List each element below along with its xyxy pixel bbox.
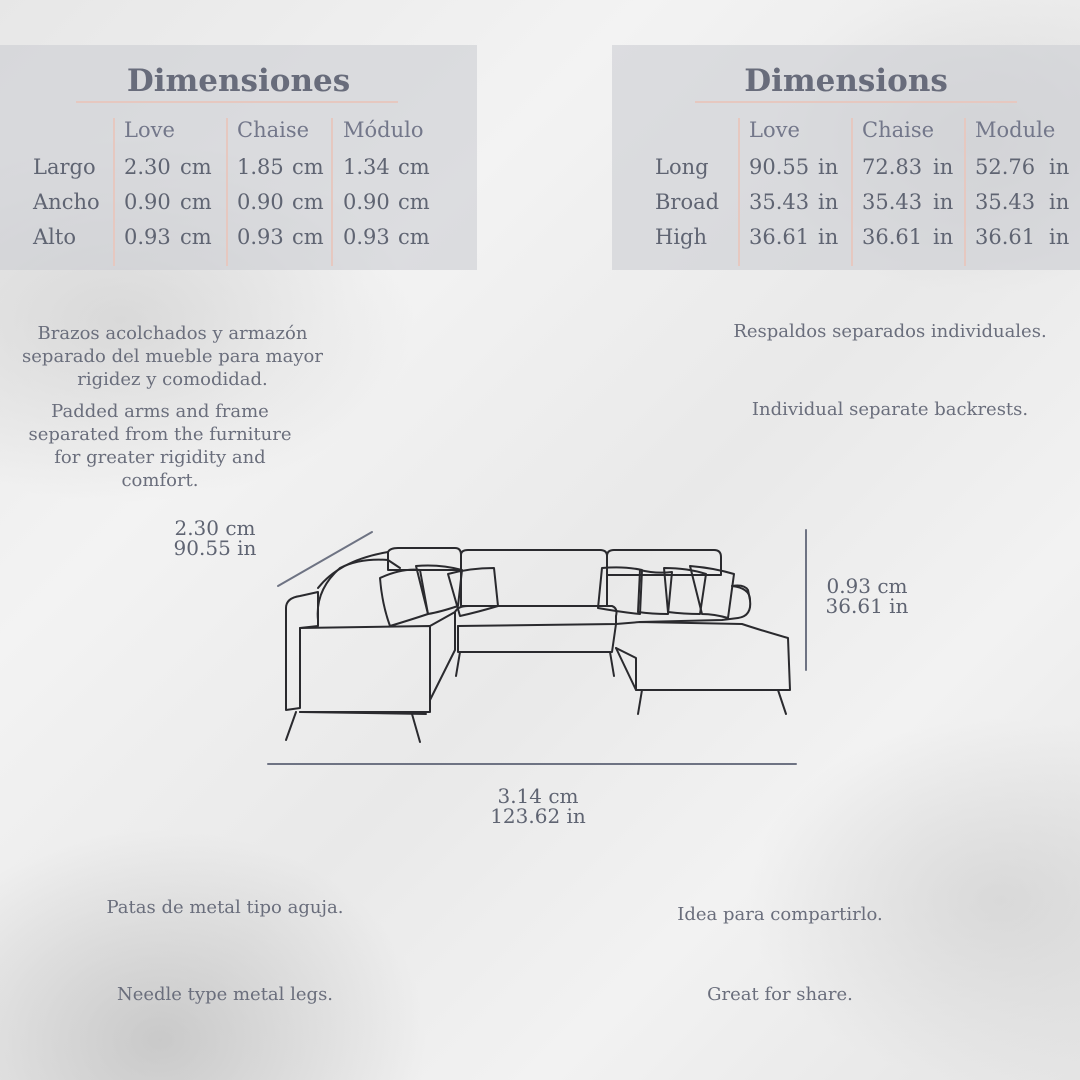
- cell-unit: cm: [180, 190, 212, 214]
- cell-unit: cm: [180, 155, 212, 179]
- cell-unit: in: [933, 190, 954, 214]
- cell-value: 1.85: [237, 155, 284, 179]
- sofa-outline: [286, 548, 790, 742]
- feature-share-en: Great for share.: [707, 984, 853, 1005]
- cell-value: 35.43: [749, 190, 810, 214]
- cell-unit: cm: [398, 225, 430, 249]
- width-in: 123.62 in: [490, 804, 586, 828]
- feature-backrests-en: Individual separate backrests.: [751, 399, 1029, 420]
- cell-value: 35.43: [862, 190, 923, 214]
- cell-value: 90.55: [749, 155, 810, 179]
- feature-backrests-es: Respaldos separados individuales.: [733, 321, 1047, 342]
- feature-arms-es: Brazos acolchados y armazón separado del mueble para mayor rigidez y comodidad.: [22, 323, 323, 390]
- cell-value: 35.43: [975, 190, 1036, 214]
- column-header-love: Love: [124, 118, 175, 142]
- cell-unit: in: [1049, 190, 1070, 214]
- height-cm: 0.93 cm: [826, 574, 908, 598]
- cell-unit: in: [1049, 155, 1070, 179]
- row-label-long: Long: [655, 155, 709, 179]
- depth-in: 90.55 in: [173, 536, 257, 560]
- row-label-ancho: Ancho: [33, 190, 100, 214]
- cell-value: 0.93: [124, 225, 171, 249]
- height-in: 36.61 in: [825, 594, 909, 618]
- feature-share-es: Idea para compartirlo.: [677, 904, 883, 925]
- feature-legs-es: Patas de metal tipo aguja.: [106, 897, 344, 918]
- depth-cm: 2.30 cm: [174, 516, 256, 540]
- column-header-love: Love: [749, 118, 800, 142]
- column-header-module: Module: [975, 118, 1056, 142]
- feature-legs-en: Needle type metal legs.: [116, 984, 334, 1005]
- column-header-chaise: Chaise: [237, 118, 310, 142]
- cell-unit: in: [818, 155, 839, 179]
- cell-unit: cm: [292, 190, 324, 214]
- cell-unit: cm: [292, 225, 324, 249]
- table-title-en: Dimensions: [744, 63, 948, 99]
- cell-value: 0.93: [237, 225, 284, 249]
- cell-value: 36.61: [749, 225, 810, 249]
- row-label-broad: Broad: [655, 190, 720, 214]
- table-title-es: Dimensiones: [126, 63, 351, 99]
- cell-unit: in: [818, 225, 839, 249]
- cell-unit: in: [933, 225, 954, 249]
- cell-value: 1.34: [343, 155, 390, 179]
- cell-unit: cm: [292, 155, 324, 179]
- cell-value: 36.61: [862, 225, 923, 249]
- column-header-modulo: Módulo: [343, 118, 424, 142]
- cell-value: 0.90: [237, 190, 284, 214]
- cell-unit: cm: [398, 155, 430, 179]
- row-label-high: High: [655, 225, 707, 249]
- row-label-largo: Largo: [33, 155, 96, 179]
- cell-value: 52.76: [975, 155, 1036, 179]
- cell-unit: cm: [398, 190, 430, 214]
- cell-value: 0.90: [343, 190, 390, 214]
- row-label-alto: Alto: [33, 225, 76, 249]
- cell-value: 36.61: [975, 225, 1036, 249]
- cell-value: 72.83: [862, 155, 923, 179]
- cell-unit: in: [1049, 225, 1070, 249]
- cell-value: 0.90: [124, 190, 171, 214]
- cell-value: 2.30: [124, 155, 171, 179]
- feature-arms-en: Padded arms and frame separated from the furniture for greater rigidity and comfort.: [28, 401, 292, 491]
- cell-unit: in: [933, 155, 954, 179]
- cell-unit: cm: [180, 225, 212, 249]
- cell-unit: in: [818, 190, 839, 214]
- width-cm: 3.14 cm: [497, 784, 579, 808]
- cell-value: 0.93: [343, 225, 390, 249]
- column-header-chaise: Chaise: [862, 118, 935, 142]
